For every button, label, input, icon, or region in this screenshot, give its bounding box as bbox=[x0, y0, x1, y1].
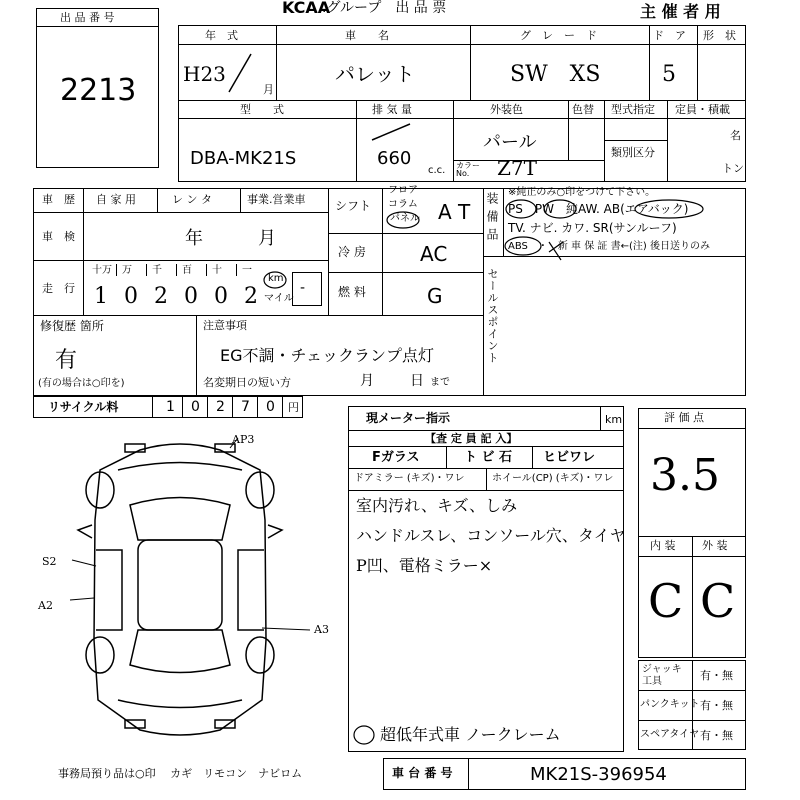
color-no-label: カラー No. bbox=[456, 161, 480, 178]
spare-tire-label: スペアタイヤ bbox=[640, 729, 700, 740]
mileage-label: 走 行 bbox=[42, 282, 75, 295]
meter-label: 現メーター指示 bbox=[366, 411, 451, 425]
lot-number-label: 出 品 番 号 bbox=[60, 11, 115, 24]
km-option: km bbox=[268, 273, 284, 284]
mileage-unit-0: 十万 bbox=[92, 265, 112, 276]
color-code: Z7T bbox=[497, 156, 537, 180]
inspection-month-unit: 月 bbox=[258, 228, 276, 249]
repair-note: (有の場合は○印を) bbox=[38, 378, 125, 389]
office-note: 事務局預り品は○印 カギ リモコン ナビロム bbox=[58, 767, 303, 780]
lot-number: 2213 bbox=[60, 73, 137, 108]
recycle-digit-2: 2 bbox=[216, 399, 225, 415]
history-label: 車 歴 bbox=[42, 193, 75, 206]
grade-label: グ レ ー ド bbox=[520, 29, 597, 42]
model-label: 車 名 bbox=[345, 29, 389, 42]
glass-label: Fガラス bbox=[372, 450, 420, 465]
exterior-label: 外装色 bbox=[490, 103, 523, 116]
damage-mark-left-1: S2 bbox=[42, 555, 57, 568]
doors-label: ド ア bbox=[653, 29, 686, 42]
inspector-section-label: 【査 定 員 記 入】 bbox=[425, 432, 518, 445]
grade-name: SW XS bbox=[510, 62, 601, 87]
mileage-digit-0: 1 bbox=[94, 284, 108, 309]
spare-tire-option: 有・無 bbox=[700, 729, 733, 742]
notes-label: 注意事項 bbox=[203, 319, 247, 332]
sponsor-label: 主 催 者 用 bbox=[640, 2, 721, 21]
interior-score: C bbox=[648, 574, 684, 628]
body-label: 形 状 bbox=[703, 29, 736, 42]
model-name: パレット bbox=[335, 62, 415, 86]
exterior-color: パール bbox=[483, 132, 537, 153]
recycle-digit-3: 7 bbox=[241, 399, 250, 415]
designation-label: 型式指定 bbox=[611, 103, 655, 116]
equipment-label: 装備品 bbox=[485, 192, 499, 246]
jack-label: ジャッキ 工具 bbox=[642, 664, 682, 687]
car-damage-diagram bbox=[30, 430, 340, 750]
exterior-label: 外 装 bbox=[702, 539, 728, 552]
chassis-number: MK21S-396954 bbox=[530, 764, 667, 785]
inspector-comment-1: 室内汚れ、キズ、しみ bbox=[356, 496, 518, 515]
score-label: 評 価 点 bbox=[664, 411, 704, 424]
exterior-score: C bbox=[700, 574, 736, 628]
mileage-unit-2: 千 bbox=[152, 265, 162, 276]
equipment-circles bbox=[503, 196, 746, 266]
org-logo: KCAA bbox=[282, 0, 331, 17]
recycle-label: リサイクル料 bbox=[48, 400, 119, 414]
type-code: DBA-MK21S bbox=[190, 148, 297, 169]
mileage-extra-box bbox=[292, 272, 322, 306]
inspector-comment-2: ハンドルスレ、コンソール穴、タイヤ bbox=[356, 526, 626, 545]
year-era: H23 bbox=[183, 62, 226, 86]
type-label: 型 式 bbox=[240, 103, 284, 116]
capacity-label: 定員・積載 bbox=[675, 103, 730, 116]
cracks-label: ヒビワレ bbox=[543, 450, 596, 465]
sales-point-label: セールスポイント bbox=[486, 268, 499, 364]
expiry-day-unit: 日 bbox=[410, 373, 424, 389]
ac-label: 冷 房 bbox=[338, 245, 366, 259]
wheel-label: ホイール(CP) (キズ)・ワレ bbox=[492, 473, 614, 484]
chassis-label: 車 台 番 号 bbox=[392, 766, 453, 780]
persons-unit: 名 bbox=[730, 129, 741, 142]
mileage-unit-5: 一 bbox=[242, 265, 252, 276]
equipment-line-1: PS PW 純AW. AB(エアバック) bbox=[508, 202, 689, 216]
shift-column: コラム bbox=[388, 199, 418, 210]
inspection-year-unit: 年 bbox=[185, 228, 203, 249]
color-change-label: 色替 bbox=[572, 103, 594, 116]
form-title: .グループ 出 品 票 bbox=[322, 0, 447, 16]
damage-mark-right: A3 bbox=[314, 623, 329, 636]
ac-value: AC bbox=[420, 242, 448, 266]
equipment-line-2: TV. ナビ. カワ. SR(サンルーフ) bbox=[508, 221, 677, 235]
recycle-unit: 円 bbox=[288, 401, 299, 414]
fuel-label: 燃 料 bbox=[338, 285, 366, 299]
km-circle bbox=[262, 270, 288, 290]
inspection-label: 車 検 bbox=[42, 230, 75, 243]
mileage-digit-5: 2 bbox=[244, 284, 258, 309]
expiry-label: 名変期日の短い方 bbox=[203, 376, 291, 389]
recycle-digit-4: 0 bbox=[266, 399, 275, 415]
inspector-comment-3: P凹、電格ミラー× bbox=[356, 556, 493, 575]
notes-text: EG不調・チェックランプ点灯 bbox=[220, 346, 435, 365]
shift-value: A T bbox=[438, 200, 471, 224]
puncture-kit-label: パンクキット bbox=[640, 699, 700, 710]
shift-panel: パネル bbox=[390, 213, 420, 224]
repair-value: 有 bbox=[55, 348, 78, 373]
maru-circle bbox=[352, 724, 376, 746]
mileage-unit-1: 万 bbox=[122, 265, 132, 276]
mileage-unit-3: 百 bbox=[182, 265, 192, 276]
shift-floor: フロア bbox=[388, 185, 418, 196]
mile-option: マイル bbox=[264, 293, 294, 304]
interior-label: 内 装 bbox=[650, 539, 676, 552]
year-label: 年 式 bbox=[205, 29, 238, 42]
cc-unit: c.c. bbox=[428, 165, 446, 176]
mileage-unit-4: 十 bbox=[212, 265, 222, 276]
category-label: 類別区分 bbox=[611, 146, 655, 159]
rental-option: レ ン タ bbox=[172, 193, 212, 206]
meter-unit: km bbox=[605, 413, 623, 426]
shift-label: シフト bbox=[335, 199, 372, 213]
tons-unit: トン bbox=[722, 162, 744, 175]
fuel-value: G bbox=[427, 284, 443, 308]
shift-panel-circle bbox=[385, 210, 421, 230]
private-use-option: 自 家 用 bbox=[96, 193, 136, 206]
damage-mark-top: AP3 bbox=[232, 433, 255, 446]
displacement-value: 660 bbox=[377, 148, 412, 169]
mileage-digit-3: 0 bbox=[184, 284, 198, 309]
mileage-digit-4: 0 bbox=[214, 284, 228, 309]
expiry-month-unit: 月 bbox=[360, 373, 374, 389]
mirror-label: ドアミラー (キズ)・ワレ bbox=[354, 473, 465, 484]
doors-value: 5 bbox=[662, 62, 676, 87]
equipment-note: ※純正のみ○印をつけて下さい。 bbox=[508, 187, 656, 198]
expiry-suffix: まで bbox=[430, 377, 450, 388]
displacement-label: 排 気 量 bbox=[372, 103, 412, 116]
business-option: 事業.営業車 bbox=[247, 193, 306, 206]
mileage-digit-2: 2 bbox=[154, 284, 168, 309]
repair-label: 修復歴 箇所 bbox=[40, 319, 104, 333]
year-month-unit: 月 bbox=[263, 83, 274, 96]
chips-label: ト ビ 石 bbox=[464, 450, 513, 465]
year-slash bbox=[225, 52, 255, 96]
mileage-digit-1: 0 bbox=[124, 284, 138, 309]
recycle-digit-1: 0 bbox=[191, 399, 200, 415]
jack-option: 有・無 bbox=[700, 669, 733, 682]
puncture-kit-option: 有・無 bbox=[700, 699, 733, 712]
displacement-dash bbox=[370, 120, 430, 144]
score-value: 3.5 bbox=[650, 450, 720, 501]
equipment-line-3: ABS ・ 新 車 保 証 書←(注) 後日送りのみ bbox=[508, 241, 710, 252]
damage-mark-left-2: A2 bbox=[38, 599, 53, 612]
inspector-footer-comment: 超低年式車 ノークレーム bbox=[380, 725, 561, 744]
recycle-digit-0: 1 bbox=[166, 399, 175, 415]
